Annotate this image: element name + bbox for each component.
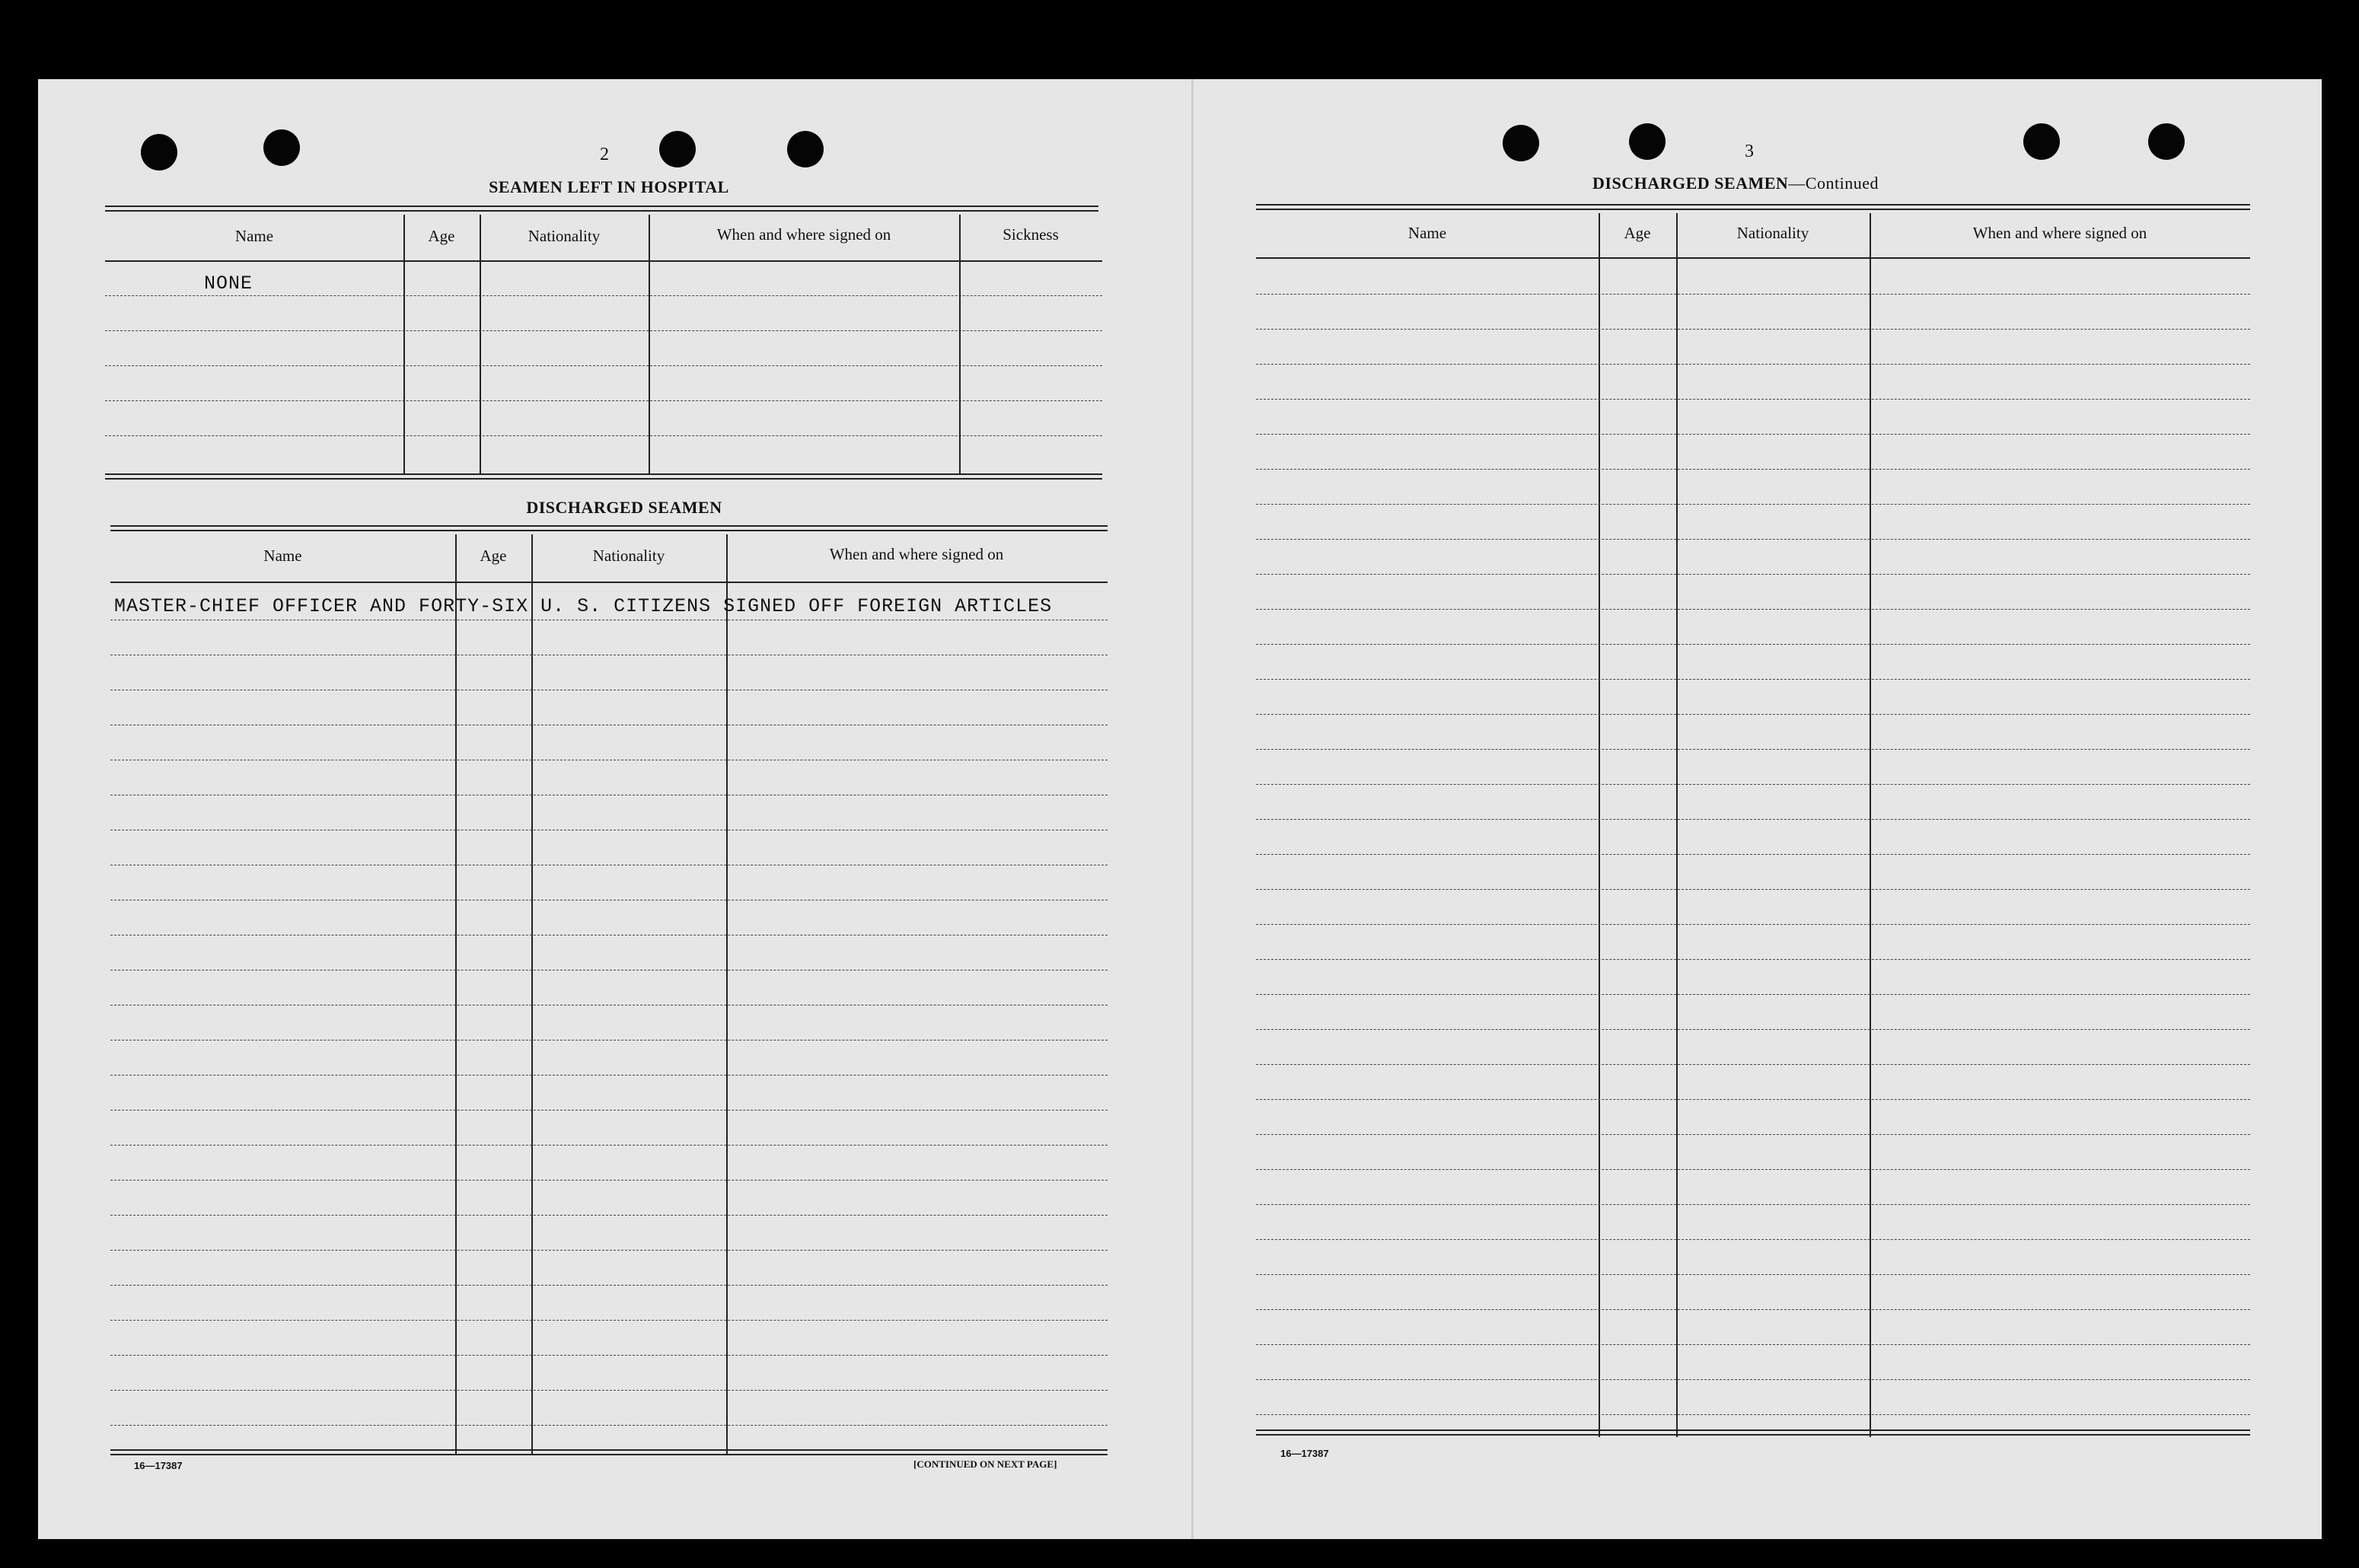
punch-hole xyxy=(1629,123,1666,160)
discharged-col-age: Age xyxy=(480,547,507,565)
ruled-line xyxy=(1256,854,2250,855)
ruled-line xyxy=(1256,434,2250,435)
hospital-section-title: SEAMEN LEFT IN HOSPITAL xyxy=(489,177,729,196)
ruled-line xyxy=(110,1425,1108,1426)
ruled-line xyxy=(1256,469,2250,470)
ruled-line xyxy=(110,1040,1108,1041)
ruled-line xyxy=(1256,1344,2250,1345)
ruled-line xyxy=(110,1110,1108,1111)
ruled-line xyxy=(1256,1169,2250,1170)
ruled-line xyxy=(1256,1309,2250,1310)
form-number-right: 16—17387 xyxy=(1280,1448,1329,1459)
ruled-line xyxy=(1256,679,2250,680)
ruled-line xyxy=(1256,1274,2250,1275)
ruled-line xyxy=(1256,1239,2250,1240)
ruled-line xyxy=(1256,1204,2250,1205)
hospital-col-sickness: Sickness xyxy=(1003,225,1059,244)
ruled-line xyxy=(1256,399,2250,400)
discharged-entry: MASTER-CHIEF OFFICER AND FORTY-SIX U. S. CITIZENS SIGNED OFF FOREIGN ARTICLES xyxy=(114,595,1053,617)
ruled-line xyxy=(1256,364,2250,365)
hospital-col-name: Name xyxy=(234,227,274,245)
ruled-line xyxy=(110,1215,1108,1216)
punch-hole xyxy=(787,131,824,167)
punch-hole xyxy=(141,134,177,171)
ruled-line xyxy=(1256,574,2250,575)
continued-note: [CONTINUED ON NEXT PAGE] xyxy=(913,1458,1057,1470)
page-number-right: 3 xyxy=(1745,142,1754,161)
ruled-line xyxy=(1256,784,2250,785)
discharged-col-nationality: Nationality xyxy=(592,547,665,565)
discharged-continued-title xyxy=(1492,174,1979,193)
ruled-line xyxy=(1256,504,2250,505)
punch-hole xyxy=(263,129,300,166)
ruled-line xyxy=(1256,609,2250,610)
ruled-line xyxy=(1256,1099,2250,1100)
ruled-line xyxy=(110,1390,1108,1391)
hospital-col-age: Age xyxy=(428,227,455,245)
hospital-col-nationality: Nationality xyxy=(528,227,601,245)
ruled-line xyxy=(1256,644,2250,645)
ruled-line xyxy=(1256,1379,2250,1380)
ruled-line xyxy=(110,1355,1108,1356)
right-col-name: Name xyxy=(1407,224,1447,242)
discharged-col-signed-on: When and where signed on xyxy=(829,545,1004,563)
ruled-line xyxy=(1256,539,2250,540)
punch-hole xyxy=(1503,125,1539,161)
ruled-line xyxy=(1256,924,2250,925)
punch-hole xyxy=(2023,123,2060,160)
ruled-line xyxy=(1256,749,2250,750)
discharged-col-name: Name xyxy=(263,547,302,565)
hospital-entry: NONE xyxy=(204,272,253,295)
ruled-line xyxy=(110,1320,1108,1321)
right-col-signed-on: When and where signed on xyxy=(1972,224,2147,242)
discharged-section-title: DISCHARGED SEAMEN xyxy=(526,498,722,517)
ruled-line xyxy=(1256,889,2250,890)
ruled-line xyxy=(110,1180,1108,1181)
form-number-left: 16—17387 xyxy=(134,1460,183,1471)
ruled-line xyxy=(1256,1029,2250,1030)
ruled-line xyxy=(1256,329,2250,330)
punch-hole xyxy=(659,131,696,167)
discharged-continued-suffix: —Continued xyxy=(1788,174,1879,193)
ruled-line xyxy=(1256,714,2250,715)
ruled-line xyxy=(110,1145,1108,1146)
ruled-line xyxy=(1256,1414,2250,1415)
ruled-line xyxy=(1256,994,2250,995)
ruled-line xyxy=(1256,1064,2250,1065)
ruled-line xyxy=(1256,819,2250,820)
punch-hole xyxy=(2148,123,2185,160)
ruled-line xyxy=(1256,294,2250,295)
page-number-left: 2 xyxy=(600,145,609,164)
right-col-age: Age xyxy=(1624,224,1651,242)
ruled-line xyxy=(110,1285,1108,1286)
ruled-line xyxy=(1256,959,2250,960)
ruled-line xyxy=(1256,1134,2250,1135)
hospital-col-signed-on: When and where signed on xyxy=(716,225,891,244)
ruled-line xyxy=(110,1250,1108,1251)
ruled-line xyxy=(110,1075,1108,1076)
right-col-nationality: Nationality xyxy=(1736,224,1809,242)
page-fold xyxy=(1191,79,1194,1539)
discharged-continued-title-main: DISCHARGED SEAMEN xyxy=(1592,174,1789,193)
